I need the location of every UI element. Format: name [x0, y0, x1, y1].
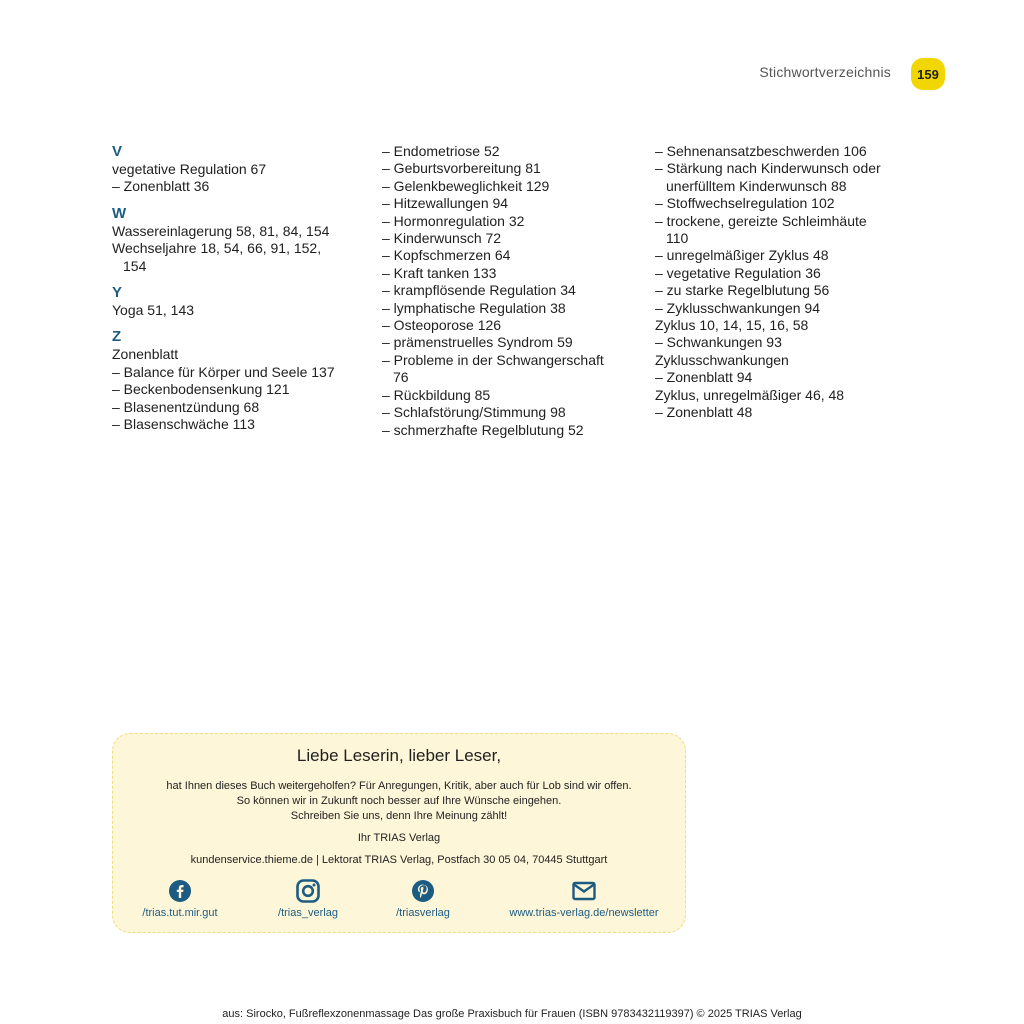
index-entry: Zyklus, unregelmäßiger 46, 48 — [655, 386, 845, 403]
index-entry-continuation: 154 — [123, 257, 147, 274]
index-entry: – schmerzhafte Regelblutung 52 — [382, 421, 584, 438]
index-entry: – krampflösende Regulation 34 — [382, 282, 576, 299]
index-letter-heading: Y — [112, 284, 123, 302]
index-entry: – Stärkung nach Kinderwunsch oder — [655, 160, 881, 177]
feedback-text-line: So können wir in Zukunft noch besser auf Ihre Wünsche eingehen. — [236, 795, 562, 807]
social-label[interactable]: /trias_verlag — [278, 907, 338, 919]
index-entry: – Balance für Körper und Seele 137 — [112, 363, 335, 380]
index-entry: – Blasenentzündung 68 — [112, 398, 260, 415]
index-letter-heading: Z — [112, 328, 122, 346]
index-entry: – Geburtsvorbereitung 81 — [382, 160, 541, 177]
feedback-contact: kundenservice.thieme.de | Lektorat TRIAS Verlag, Postfach 30 05 04, 70445 Stuttgart — [190, 854, 608, 866]
copyright-footer: aus: Sirocko, Fußreflexzonenmassage Das große Praxisbuch für Frauen (ISBN 9783432119397) © 2025 TRIAS Verlag — [222, 1008, 802, 1020]
index-entry: Wechseljahre 18, 54, 66, 91, 152, — [112, 240, 322, 257]
instagram-icon — [296, 879, 320, 903]
social-pinterest[interactable] — [378, 879, 468, 919]
index-entry: – Schlafstörung/Stimmung 98 — [382, 404, 566, 421]
facebook-icon — [168, 879, 192, 903]
index-entry: – Osteoporose 126 — [382, 317, 502, 334]
index-entry: – Schwankungen 93 — [655, 334, 782, 351]
mail-icon — [572, 879, 596, 903]
index-entry: – Blasenschwäche 113 — [112, 416, 255, 433]
page-number-badge: 159 — [911, 58, 945, 90]
index-entry: – Rückbildung 85 — [382, 386, 491, 403]
index-entry: – Zyklusschwankungen 94 — [655, 299, 820, 316]
index-entry: – Sehnenansatzbeschwerden 106 — [655, 143, 867, 159]
social-facebook[interactable] — [135, 879, 225, 919]
index-column-2 — [382, 143, 632, 439]
index-entry: – zu starke Regelblutung 56 — [655, 282, 830, 299]
feedback-text-line: hat Ihnen dieses Buch weitergeholfen? Für Anregungen, Kritik, aber auch für Lob sind wir offen. — [166, 780, 632, 792]
feedback-signature: Ihr TRIAS Verlag — [357, 832, 441, 844]
feedback-heading: Liebe Leserin, lieber Leser, — [296, 746, 502, 765]
index-entry: Zyklusschwankungen — [655, 351, 789, 368]
index-entry: – lymphatische Regulation 38 — [382, 299, 566, 316]
index-entry: – Probleme in der Schwangerschaft — [382, 351, 604, 368]
index-entry-continuation: unerfülltem Kinderwunsch 88 — [666, 177, 847, 194]
index-entry: Zonenblatt — [112, 346, 179, 363]
index-column-1 — [112, 143, 362, 433]
index-entry: – Kraft tanken 133 — [382, 264, 497, 281]
index-entry: Wassereinlagerung 58, 81, 84, 154 — [112, 222, 330, 239]
index-entry: – Zonenblatt 94 — [655, 369, 753, 386]
index-entry: – Stoffwechselregulation 102 — [655, 195, 835, 212]
reader-feedback-box — [112, 733, 686, 933]
index-entry: – Gelenkbeweglichkeit 129 — [382, 177, 550, 194]
index-letter-heading: V — [112, 143, 123, 160]
feedback-text-line: Schreiben Sie uns, denn Ihre Meinung zählt! — [290, 810, 508, 822]
index-entry: – prämenstruelles Syndrom 59 — [382, 334, 573, 351]
index-entry: – trockene, gereizte Schleimhäute — [655, 212, 867, 229]
index-entry: – Hitzewallungen 94 — [382, 195, 509, 212]
pinterest-icon — [411, 879, 435, 903]
index-entry: – Beckenbodensenkung 121 — [112, 381, 290, 398]
index-entry: Zyklus 10, 14, 15, 16, 58 — [655, 317, 809, 334]
index-entry: – Zonenblatt 36 — [112, 178, 210, 195]
index-entry: Yoga 51, 143 — [112, 302, 195, 319]
section-title: Stichwortverzeichnis — [759, 64, 891, 80]
index-entry: – Kopfschmerzen 64 — [382, 247, 511, 264]
index-entry-continuation: 110 — [666, 230, 689, 247]
social-instagram[interactable] — [263, 879, 353, 919]
social-label[interactable]: /triasverlag — [396, 907, 450, 919]
index-letter-heading: W — [112, 204, 127, 222]
index-entry: – Zonenblatt 48 — [655, 404, 753, 421]
social-newsletter[interactable] — [499, 879, 669, 919]
index-entry: vegetative Regulation 67 — [112, 161, 267, 177]
index-entry-continuation: 76 — [393, 369, 409, 386]
index-column-3 — [655, 143, 905, 422]
social-label[interactable]: www.trias-verlag.de/newsletter — [509, 907, 659, 919]
index-entry: – vegetative Regulation 36 — [655, 264, 821, 281]
index-entry: – Endometriose 52 — [382, 143, 500, 159]
index-entry: – Kinderwunsch 72 — [382, 230, 502, 247]
social-label[interactable]: /trias.tut.mir.gut — [142, 907, 218, 919]
index-entry: – Hormonregulation 32 — [382, 212, 525, 229]
index-entry: – unregelmäßiger Zyklus 48 — [655, 247, 829, 264]
